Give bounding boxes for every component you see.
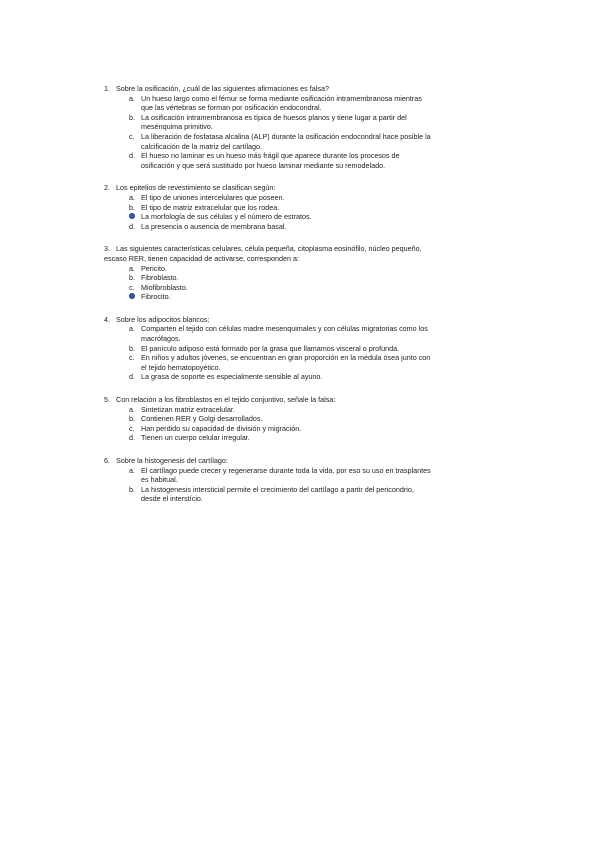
question-number: 1. [104, 84, 110, 93]
option-text: El panículo adiposo está formado por la grasa que llamamos visceral o profunda. [141, 343, 400, 353]
options-list [104, 264, 434, 302]
option-a [104, 405, 434, 415]
option-d [104, 222, 434, 232]
option-a [104, 324, 434, 343]
option-b [104, 414, 434, 424]
question-text: Las siguientes características celulares, célula pequeña, citoplasma eosinófilo, núcleo pequeño, escaso RER, tienen capacidad de activarse, corresponden a: [104, 244, 422, 263]
option-letter: d. [129, 221, 135, 231]
option-text: El hueso no laminar es un hueso más frágil que aparece durante los procesos de osificación y que será sustituido por hueso laminar mediante su remodelado. [141, 151, 400, 170]
option-text: La morfología de sus células y el número de estratos. [141, 212, 312, 222]
option-a [104, 193, 434, 203]
option-b [104, 273, 434, 283]
option-a [104, 94, 434, 113]
option-b [104, 113, 434, 132]
option-b [104, 485, 434, 504]
option-text: El tipo de uniones intercelulares que poseen. [141, 192, 285, 202]
option-letter: c. [129, 131, 135, 141]
option-c [104, 132, 434, 151]
question-text: Sobre la histogenesis del cartílago: [116, 456, 228, 465]
option-letter: b. [129, 343, 135, 353]
option-text: Miofibroblasto. [141, 282, 188, 292]
option-b [104, 344, 434, 354]
option-letter: d. [129, 151, 135, 161]
option-text: El tipo de matriz extracelular que los rodea. [141, 202, 280, 212]
option-text: Un hueso largo como el fémur se forma mediante osificación intramembranosa mientras que las vértebras se forman por osificación endocondral. [141, 93, 422, 113]
question-2 [104, 183, 434, 231]
question-number: 5. [104, 395, 110, 405]
option-c [104, 353, 434, 372]
option-text: Fibrocito. [141, 292, 171, 302]
option-letter: b. [129, 484, 135, 494]
option-letter: c. [129, 353, 135, 363]
option-letter: a. [129, 263, 135, 273]
question-4 [104, 315, 434, 382]
option-letter: b. [129, 273, 135, 283]
option-letter: c. [129, 423, 135, 433]
selected-answer-icon [129, 213, 135, 219]
question-text: Con relación a los fibroblastos en el tejido conjuntivo, señale la falsa: [116, 395, 336, 405]
option-letter: b. [129, 112, 135, 122]
option-text: Fibroblasto. [141, 273, 179, 283]
option-text: La grasa de soporte es especialmente sensible al ayuno. [141, 372, 323, 382]
option-letter: d. [129, 433, 135, 443]
options-list [104, 466, 434, 504]
question-list [104, 84, 434, 517]
question-1 [104, 84, 434, 170]
option-letter: a. [129, 324, 135, 334]
option-text: La osificación intramembranosa es típica de huesos planos y tiene lugar a partir del mesénquima primitivo. [141, 112, 407, 132]
option-letter: a. [129, 93, 135, 103]
option-letter: d. [129, 372, 135, 382]
question-5 [104, 395, 434, 443]
question-6 [104, 456, 434, 504]
option-text: La histogenesis intersticial permite el crecimiento del cartílago a partir del pericondrio, desde el interstício. [141, 484, 414, 504]
option-c [104, 283, 434, 293]
option-letter: b. [129, 202, 135, 212]
question-number: 3. [104, 244, 110, 254]
option-text: Pericito. [141, 263, 167, 273]
option-text: Sintetizan matriz extracelular. [141, 404, 235, 414]
option-text: En niños y adultos jóvenes, se encuentran en gran proporción en la médula ósea junto con el tejido hematopoyético. [141, 353, 431, 372]
option-letter: a. [129, 192, 135, 202]
question-number: 4. [104, 314, 110, 324]
option-text: Han perdido su capacidad de división y migración. [141, 423, 302, 433]
question-text: Sobre la osificación, ¿cuál de las siguientes afirmaciones es falsa? [116, 84, 329, 93]
option-text: Comparten el tejido con células madre mesenquimales y con células migratorias como los macrófagos. [141, 324, 428, 344]
option-d [104, 433, 434, 443]
option-a [104, 264, 434, 274]
question-3 [104, 244, 434, 302]
option-text: La liberación de fosfatasa alcalina (ALP) durante la osificación endocondral hace posible la calcificación de la matriz del cartílago. [141, 131, 431, 151]
option-text: Contienen RER y Golgi desarrollados. [141, 414, 263, 424]
option-a [104, 466, 434, 485]
option-letter: a. [129, 465, 135, 475]
option-text: Tienen un cuerpo celular irregular. [141, 433, 250, 443]
option-d [104, 372, 434, 382]
selected-answer-icon [129, 293, 135, 299]
option-text: La presencia o ausencia de membrana basal. [141, 221, 287, 231]
options-list [104, 94, 434, 171]
option-letter: a. [129, 404, 135, 414]
option-c [104, 424, 434, 434]
option-letter: c. [129, 282, 135, 292]
option-text: El cartílago puede crecer y regenerarse durante toda la vida, por eso su uso en trasplantes es habitual. [141, 465, 431, 485]
options-list [104, 193, 434, 231]
question-text: Los epitelios de revestimiento se clasifican según: [116, 183, 276, 193]
option-d [104, 292, 434, 302]
question-text: Sobre los adipocitos blancos: [116, 314, 210, 324]
question-number: 2. [104, 183, 110, 193]
options-list [104, 324, 434, 382]
question-number: 6. [104, 456, 110, 465]
option-c [104, 212, 434, 222]
option-letter: b. [129, 414, 135, 424]
options-list [104, 405, 434, 443]
option-b [104, 203, 434, 213]
option-d [104, 151, 434, 170]
